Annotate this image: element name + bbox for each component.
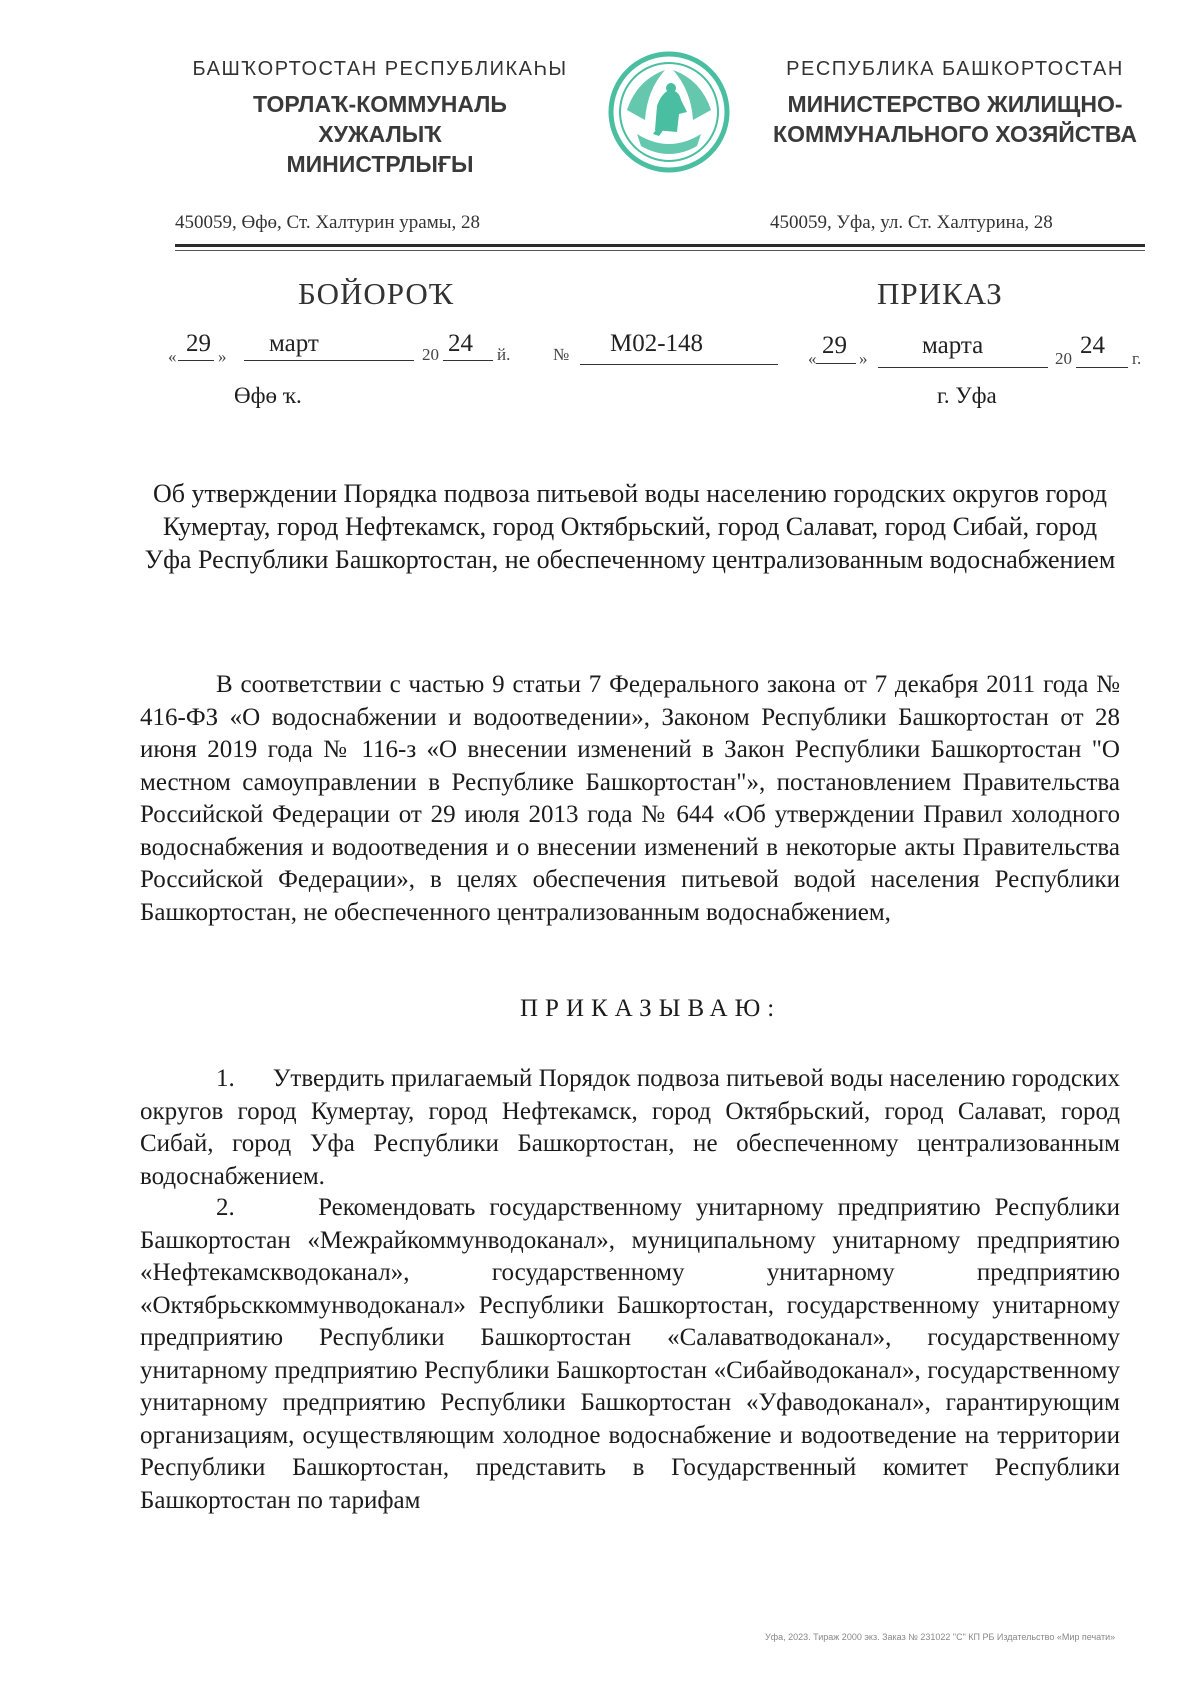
place-bashkir: Өфө ҡ. (234, 383, 302, 408)
month-left-underline (244, 360, 414, 361)
doc-type-russian: ПРИКАЗ (877, 276, 1003, 311)
item-1-paragraph: 1. Утвердить прилагаемый Порядок подвоза питьевой воды населению городских округов город Кумертау, город Нефтекамск, город Октябрьский, город Салават, город Сибай, город Уфа Республики Башкортостан, не обеспеченному централизованным водоснабжением. (140, 1065, 1120, 1190)
header-divider-thin (175, 250, 1145, 251)
day-left-underline (178, 360, 214, 361)
open-quote: « (168, 347, 177, 366)
year-prefix-left: 20 (422, 345, 439, 364)
number-underline (580, 364, 778, 365)
letterhead-left (160, 58, 600, 179)
document-title: Об утверждении Порядка подвоза питьевой воды населению городских округов город Кумертау, город Нефтекамск, город Октябрьский, город Салават, город Сибай, город Уфа Республики Башкортостан, не обеспеченному централизованным водоснабжением (144, 479, 1116, 574)
header-divider-thick (175, 244, 1145, 247)
month-right-underline (878, 367, 1048, 368)
day-left: 29 (186, 330, 211, 357)
year-left: 24 (448, 330, 473, 357)
address-russian: 450059, Уфа, ул. Ст. Халтурина, 28 (770, 212, 1053, 233)
number-value: М02-148 (610, 330, 704, 357)
day-right-underline (816, 363, 856, 364)
country-name-russian: РЕСПУБЛИКА БАШКОРТОСТАН (786, 58, 1124, 80)
month-left: март (269, 330, 319, 357)
year-right: 24 (1080, 332, 1105, 359)
month-right: марта (922, 332, 984, 359)
doc-type-bashkir: БОЙОРОҠ (298, 276, 455, 311)
year-suffix-left: й. (497, 345, 511, 364)
number-sign: № (553, 345, 570, 364)
open-quote: « (808, 349, 817, 368)
letterhead-right (760, 58, 1150, 149)
bashkortostan-emblem-icon (607, 50, 731, 174)
print-imprint: Уфа, 2023. Тираж 2000 экз. Заказ № 231022 "С" КП РБ Издательство «Мир печати» (765, 1632, 1116, 1642)
year-prefix-right: 20 (1055, 349, 1072, 368)
order-word: ПРИКАЗЫВАЮ: (520, 995, 782, 1022)
item-2-paragraph: 2. Рекомендовать государственному унитарному предприятию Республики Башкортостан «Межрайкоммунводоканал», муниципальному унитарному предприятию «Нефтекамскводоканал», государственному унитарному предприятию «Октябрьсккоммунводоканал» Республики Башкортостан, государственному унитарному предприятию Республики Башкортостан «Салаватводоканал», государственному унитарному предприятию Республики Башкортостан «Сибайводоканал», государственному унитарному предприятию Республики Башкортостан «Уфаводоканал», гарантирующим организациям, осуществляющим холодное водоснабжение и водоотведение на территории Республики Башкортостан, представить в Государственный комитет Республики Башкортостан по тарифам (140, 1194, 1120, 1514)
close-quote: » (859, 349, 868, 368)
address-bashkir: 450059, Өфө, Ст. Халтурин урамы, 28 (175, 212, 480, 233)
year-left-underline (443, 360, 493, 361)
close-quote: » (218, 347, 227, 366)
place-russian: г. Уфа (937, 383, 997, 408)
country-name-bashkir: БАШҠОРТОСТАН РЕСПУБЛИКАҺЫ (192, 58, 568, 80)
year-suffix-right: г. (1132, 349, 1142, 368)
year-right-underline (1076, 367, 1128, 368)
day-right: 29 (822, 332, 847, 359)
ministry-name-bashkir: ТОРЛАҠ-КОММУНАЛЬ ХУЖАЛЫҠ МИНИСТРЛЫҒЫ (253, 91, 507, 177)
ministry-name-russian: МИНИСТЕРСТВО ЖИЛИЩНО-КОММУНАЛЬНОГО ХОЗЯЙСТВА (773, 91, 1137, 147)
preamble-paragraph: В соответствии с частью 9 статьи 7 Федерального закона от 7 декабря 2011 года № 416-ФЗ «О водоснабжении и водоотведении», Законом Республики Башкортостан от 28 июня 2019 года № 116-з «О внесении изменений в Закон Республики Башкортостан "О местном самоуправлении в Республике Башкортостан"», постановлением Правительства Российской Федерации от 29 июля 2013 года № 644 «Об утверждении Правил холодного водоснабжения и водоотведения и о внесении изменений в некоторые акты Правительства Российской Федерации», в целях обеспечения питьевой водой населения Республики Башкортостан, не обеспеченного централизованным водоснабжением, (140, 671, 1120, 926)
